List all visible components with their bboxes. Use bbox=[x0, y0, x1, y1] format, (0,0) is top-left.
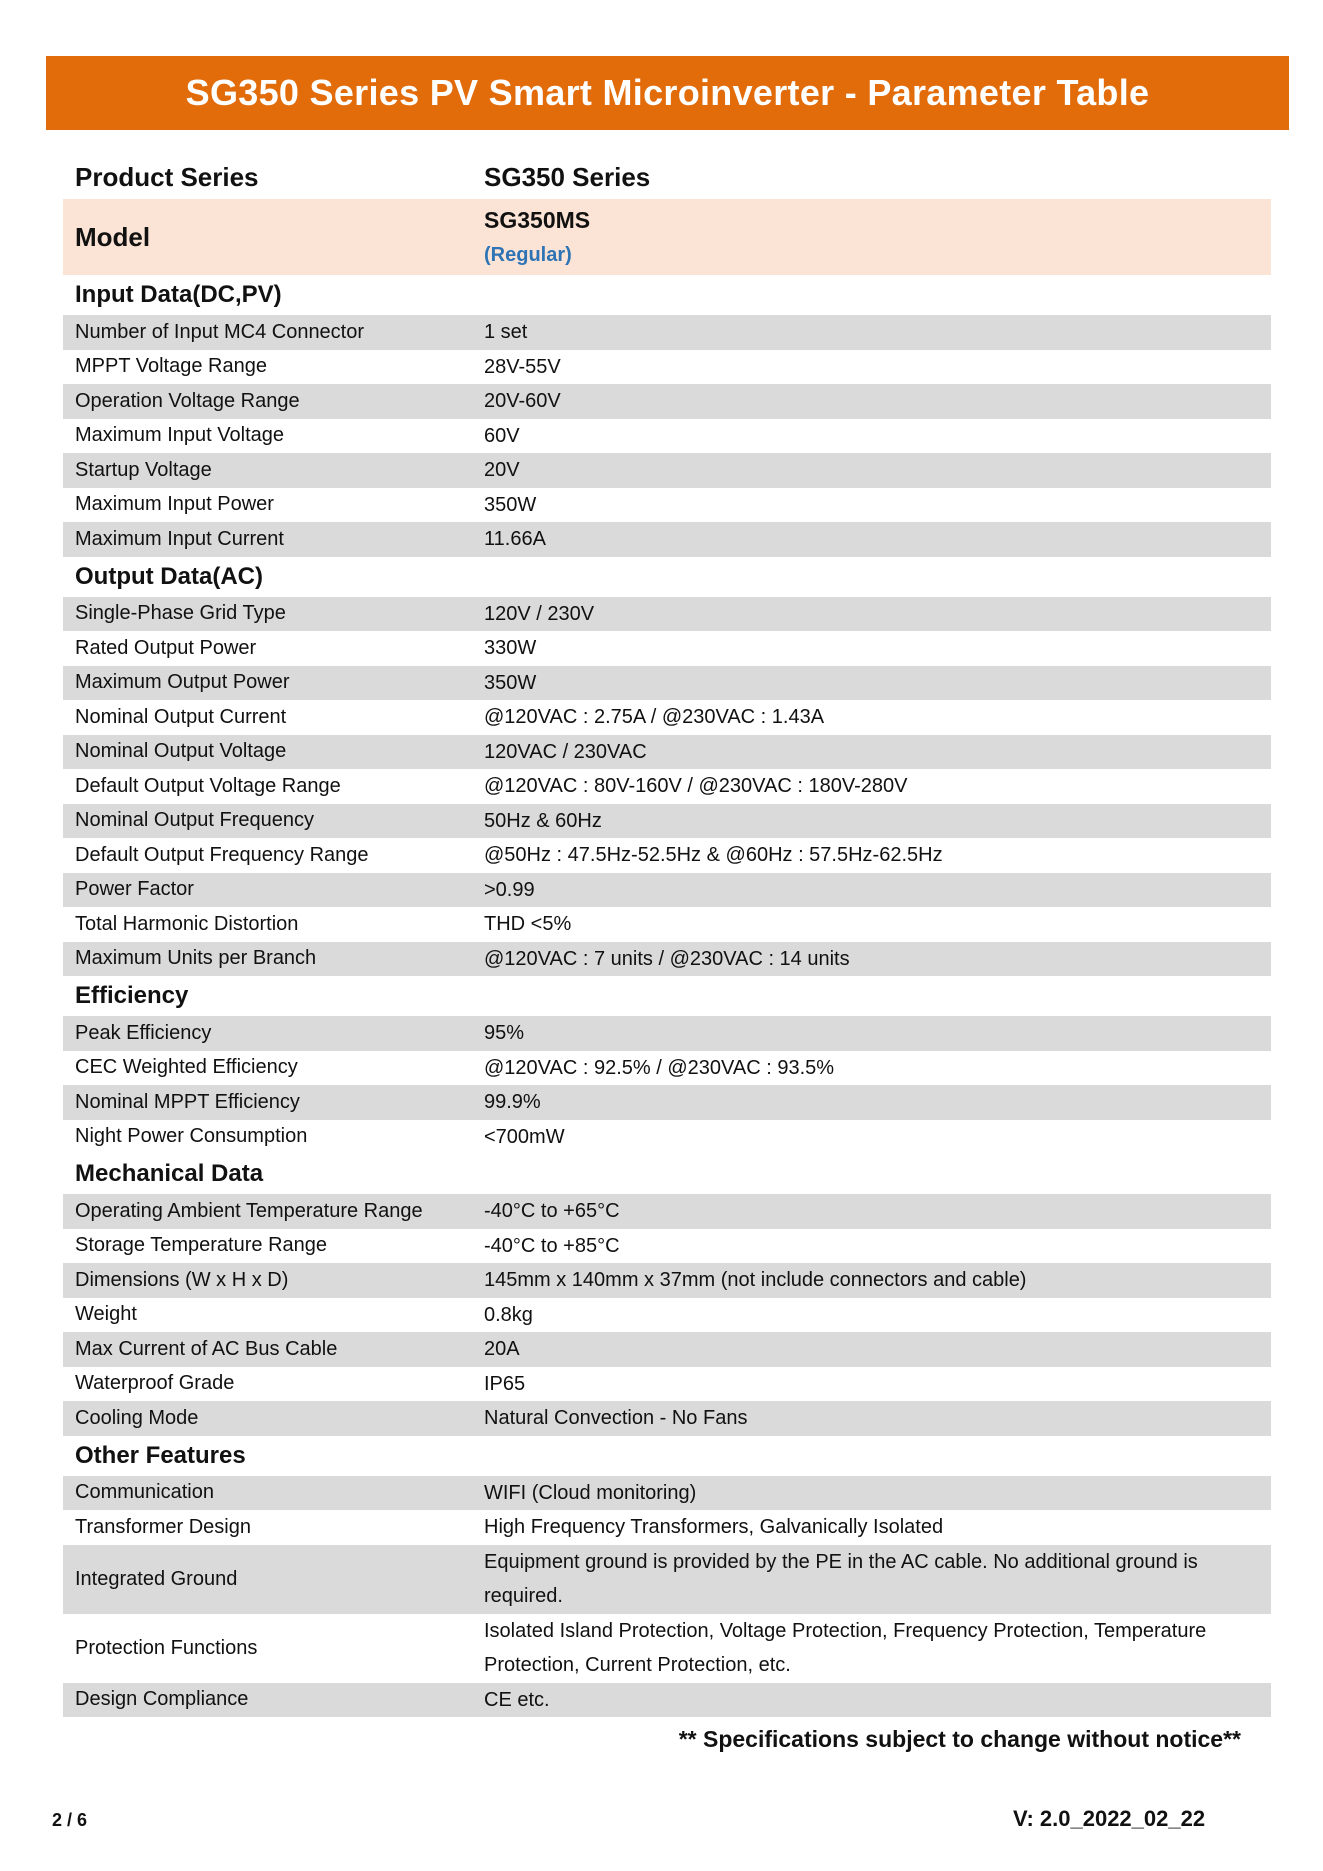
parameter-table bbox=[63, 155, 1271, 1717]
parameter-value: 50Hz & 60Hz bbox=[484, 809, 602, 832]
parameter-label: Rated Output Power bbox=[75, 636, 257, 659]
parameter-value: WIFI (Cloud monitoring) bbox=[484, 1481, 697, 1504]
parameter-label: Maximum Input Voltage bbox=[75, 424, 284, 447]
parameter-value: 1 set bbox=[484, 321, 528, 343]
page-title: SG350 Series PV Smart Microinverter - Parameter Table bbox=[46, 56, 1289, 130]
table-row bbox=[63, 735, 1271, 770]
table-row bbox=[63, 384, 1271, 419]
section-title: Other Features bbox=[75, 1441, 246, 1469]
table-row bbox=[63, 700, 1271, 735]
parameter-label: Protection Functions bbox=[75, 1636, 258, 1659]
parameter-value: 28V-55V bbox=[484, 355, 561, 378]
parameter-value: -40°C to +65°C bbox=[484, 1200, 620, 1222]
table-row bbox=[63, 1614, 1271, 1683]
parameter-label: Dimensions (W x H x D) bbox=[75, 1268, 289, 1291]
table-row bbox=[63, 453, 1271, 488]
section-title: Input Data(DC,PV) bbox=[75, 281, 282, 308]
parameter-value: 99.9% bbox=[484, 1091, 541, 1113]
product-series-value: SG350 Series bbox=[484, 161, 651, 192]
table-row bbox=[63, 315, 1271, 350]
parameter-label: Integrated Ground bbox=[75, 1567, 238, 1590]
table-row bbox=[63, 942, 1271, 977]
parameter-value: 20A bbox=[484, 1338, 520, 1360]
parameter-label: Number of Input MC4 Connector bbox=[75, 320, 365, 343]
table-row bbox=[63, 1194, 1271, 1229]
parameter-label: Operating Ambient Temperature Range bbox=[75, 1199, 423, 1222]
parameter-value: 145mm x 140mm x 37mm (not include connectors and cable) bbox=[484, 1269, 1027, 1291]
parameter-label: Maximum Units per Branch bbox=[75, 947, 317, 970]
parameter-value: @120VAC : 7 units / @230VAC : 14 units bbox=[484, 947, 850, 970]
table-row bbox=[63, 769, 1271, 804]
page-number: 2 / 6 bbox=[52, 1810, 88, 1830]
parameter-label: Communication bbox=[75, 1481, 214, 1504]
table-row bbox=[63, 1085, 1271, 1120]
parameter-value: 95% bbox=[484, 1022, 525, 1044]
parameter-value: 350W bbox=[484, 493, 537, 516]
section-header bbox=[63, 557, 1271, 597]
table-row bbox=[63, 1051, 1271, 1086]
parameter-value: THD <5% bbox=[484, 913, 572, 935]
parameter-value: >0.99 bbox=[484, 878, 535, 901]
parameter-value: 60V bbox=[484, 424, 520, 447]
parameter-value: <700mW bbox=[484, 1125, 565, 1148]
table-row bbox=[63, 597, 1271, 632]
section-header bbox=[63, 1436, 1271, 1476]
parameter-label: Weight bbox=[75, 1303, 137, 1326]
parameter-label: Operation Voltage Range bbox=[75, 389, 300, 412]
specifications-note: ** Specifications subject to change without notice** bbox=[678, 1726, 1241, 1752]
version-label: V: 2.0_2022_02_22 bbox=[1013, 1806, 1206, 1831]
table-row bbox=[63, 838, 1271, 873]
parameter-label: Maximum Input Current bbox=[75, 527, 284, 550]
table-row bbox=[63, 350, 1271, 385]
table-row bbox=[63, 907, 1271, 942]
parameter-value: 11.66A bbox=[484, 528, 546, 550]
parameter-value: Natural Convection - No Fans bbox=[484, 1407, 748, 1429]
table-row bbox=[63, 522, 1271, 557]
product-series-label: Product Series bbox=[75, 161, 259, 192]
parameter-label: Maximum Output Power bbox=[75, 671, 290, 694]
parameter-label: MPPT Voltage Range bbox=[75, 355, 267, 378]
parameter-value: Isolated Island Protection, Voltage Protection, Frequency Protection, Temperature Protection, Current Protection, etc. bbox=[484, 1619, 1207, 1676]
parameter-value: CE etc. bbox=[484, 1688, 550, 1711]
parameter-value: @120VAC : 92.5% / @230VAC : 93.5% bbox=[484, 1056, 835, 1079]
table-row bbox=[63, 1401, 1271, 1436]
section-header bbox=[63, 1154, 1271, 1194]
table-row bbox=[63, 1298, 1271, 1333]
parameter-value: @120VAC : 80V-160V / @230VAC : 180V-280V bbox=[484, 775, 908, 797]
table-row bbox=[63, 1016, 1271, 1051]
parameter-label: Design Compliance bbox=[75, 1688, 249, 1711]
parameter-value: @50Hz : 47.5Hz-52.5Hz & @60Hz : 57.5Hz-62.5Hz bbox=[484, 844, 943, 866]
parameter-value: 0.8kg bbox=[484, 1303, 533, 1326]
parameter-label: Startup Voltage bbox=[75, 458, 212, 481]
parameter-label: Nominal Output Current bbox=[75, 705, 287, 728]
parameter-label: Max Current of AC Bus Cable bbox=[75, 1337, 338, 1360]
parameter-value: IP65 bbox=[484, 1372, 526, 1395]
table-row bbox=[63, 1229, 1271, 1264]
parameter-label: Nominal Output Voltage bbox=[75, 740, 287, 763]
parameter-label: Peak Efficiency bbox=[75, 1021, 212, 1044]
parameter-label: Storage Temperature Range bbox=[75, 1234, 328, 1257]
parameter-label: Night Power Consumption bbox=[75, 1125, 308, 1148]
section-title: Efficiency bbox=[75, 982, 189, 1009]
parameter-value: 120V / 230V bbox=[484, 602, 595, 625]
parameter-label: Nominal MPPT Efficiency bbox=[75, 1090, 300, 1113]
table-row bbox=[63, 1120, 1271, 1155]
parameter-value: -40°C to +85°C bbox=[484, 1234, 620, 1257]
table-row bbox=[63, 1263, 1271, 1298]
model-name: SG350MS bbox=[484, 207, 591, 233]
parameter-label: Total Harmonic Distortion bbox=[75, 912, 299, 935]
section-title: Mechanical Data bbox=[75, 1160, 264, 1187]
parameter-value: 350W bbox=[484, 671, 537, 694]
parameter-label: CEC Weighted Efficiency bbox=[75, 1056, 298, 1079]
parameter-value: Equipment ground is provided by the PE in the AC cable. No additional ground is required. bbox=[484, 1550, 1198, 1607]
table-row bbox=[63, 1545, 1271, 1614]
parameter-label: Waterproof Grade bbox=[75, 1372, 235, 1395]
table-row bbox=[63, 1683, 1271, 1718]
model-row bbox=[63, 199, 1271, 275]
parameter-label: Default Output Voltage Range bbox=[75, 774, 341, 797]
table-row bbox=[63, 804, 1271, 839]
table-row bbox=[63, 1476, 1271, 1511]
table-row bbox=[63, 631, 1271, 666]
model-variant: (Regular) bbox=[484, 244, 572, 266]
parameter-label: Power Factor bbox=[75, 878, 194, 901]
table-row bbox=[63, 1367, 1271, 1402]
parameter-value: 20V-60V bbox=[484, 390, 561, 412]
parameter-label: Maximum Input Power bbox=[75, 493, 274, 516]
section-header bbox=[63, 976, 1271, 1016]
parameter-label: Default Output Frequency Range bbox=[75, 843, 369, 866]
parameter-value: 120VAC / 230VAC bbox=[484, 740, 647, 763]
table-row bbox=[63, 873, 1271, 908]
parameter-label: Single-Phase Grid Type bbox=[75, 602, 286, 625]
parameter-value: @120VAC : 2.75A / @230VAC : 1.43A bbox=[484, 706, 825, 728]
parameter-label: Transformer Design bbox=[75, 1515, 251, 1538]
section-header bbox=[63, 275, 1271, 315]
section-title: Output Data(AC) bbox=[75, 562, 263, 590]
table-row bbox=[63, 666, 1271, 701]
parameter-label: Nominal Output Frequency bbox=[75, 809, 315, 832]
model-label: Model bbox=[75, 221, 151, 252]
parameter-label: Cooling Mode bbox=[75, 1406, 199, 1429]
parameter-value: 330W bbox=[484, 637, 537, 659]
product-series-row bbox=[63, 155, 1271, 199]
parameter-value: High Frequency Transformers, Galvanically Isolated bbox=[484, 1516, 944, 1538]
table-row bbox=[63, 419, 1271, 454]
parameter-value: 20V bbox=[484, 459, 520, 481]
table-row bbox=[63, 488, 1271, 523]
table-row bbox=[63, 1510, 1271, 1545]
table-row bbox=[63, 1332, 1271, 1367]
